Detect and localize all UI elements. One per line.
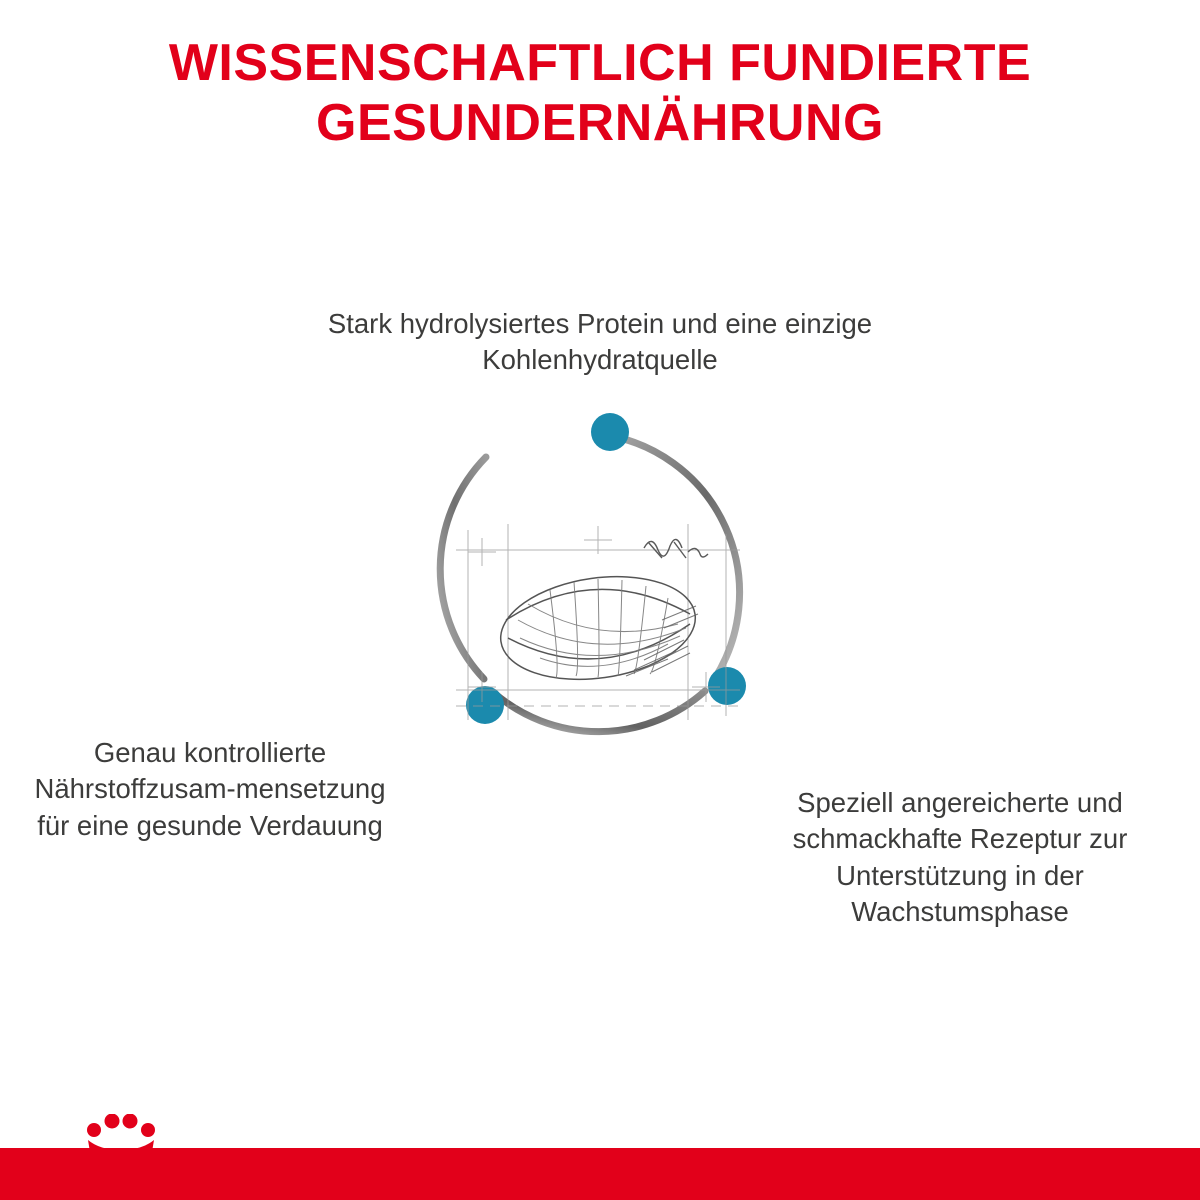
callout-right-text: Speziell angereicherte und schmackhafte Rezeptur zur Unterstützung in der Wachstumsphase	[792, 787, 1128, 927]
diagram-node-top	[591, 413, 629, 451]
circular-diagram	[400, 410, 800, 850]
callout-left-text: Genau kontrollierte Nährstoffzusam-mensetzung für eine gesunde Verdauung	[34, 737, 386, 841]
page-title-line-2: GESUNDERNÄHRUNG	[316, 93, 884, 152]
footer	[0, 1108, 1200, 1200]
page-title-line-1: WISSENSCHAFTLICH FUNDIERTE	[168, 34, 1032, 92]
royal-canin-crown-logo-icon	[72, 1114, 182, 1192]
callout-top-text: Stark hydrolysiertes Protein und eine einzige Kohlenhydratquelle	[327, 308, 873, 376]
kibble-sketch-icon	[448, 520, 748, 730]
page-title	[60, 34, 1140, 154]
